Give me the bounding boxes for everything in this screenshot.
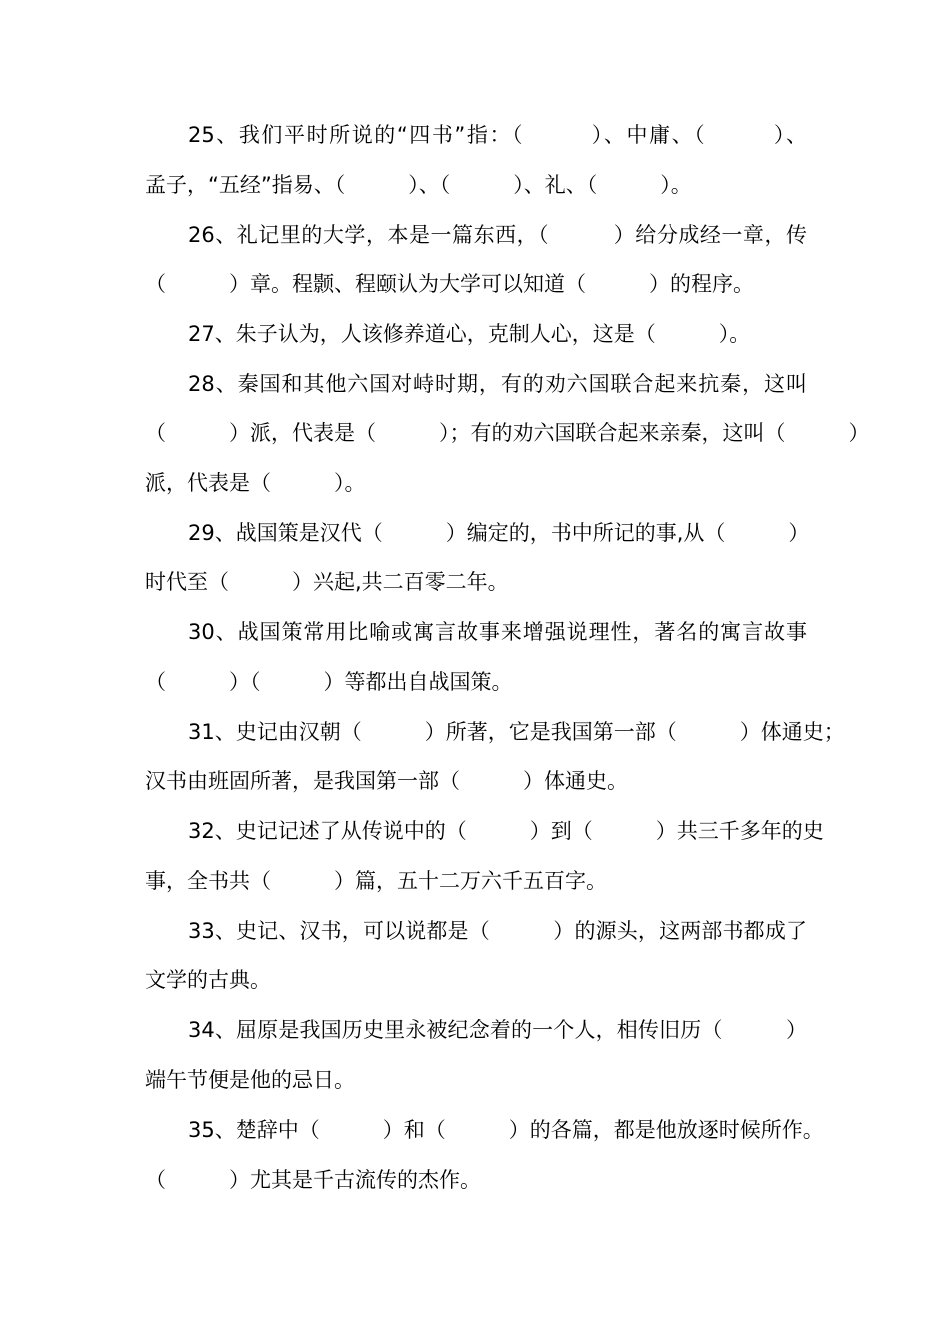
question-line: （ ）尤其是千古流传的杰作。 [145, 1168, 481, 1192]
question-line: 28、秦国和其他六国对峙时期，有的劝六国联合起来抗秦，这叫 [188, 372, 807, 396]
question-line: 端午节便是他的忌日。 [145, 1068, 355, 1092]
question-line: 34、屈原是我国历史里永被纪念着的一个人，相传旧历（ ） [188, 1018, 807, 1042]
question-line: 35、楚辞中（ ）和（ ）的各篇，都是他放逐时候所作。 [188, 1118, 824, 1142]
question-line: 25、我们平时所说的“四书”指：（ ）、中庸、（ ）、 [188, 123, 807, 147]
question-line: 派，代表是（ ）。 [145, 471, 366, 495]
question-line: （ ）派，代表是（ ）；有的劝六国联合起来亲秦，这叫（ ） [145, 421, 870, 445]
question-line: 29、战国策是汉代（ ）编定的，书中所记的事,从（ ） [188, 521, 810, 545]
question-line: 事，全书共（ ）篇，五十二万六千五百字。 [145, 869, 607, 893]
question-line: （ ）（ ）等都出自战国策。 [145, 670, 513, 694]
question-line: 33、史记、汉书，可以说都是（ ）的源头，这两部书都成了 [188, 919, 807, 943]
question-line: 文学的古典。 [145, 968, 271, 992]
question-line: 孟子，“五经”指易、（ ）、（ ）、礼、（ ）。 [145, 173, 692, 197]
question-line: 31、史记由汉朝（ ）所著，它是我国第一部（ ）体通史； [188, 720, 845, 744]
question-line: 汉书由班固所著，是我国第一部（ ）体通史。 [145, 769, 628, 793]
question-line: 30、战国策常用比喻或寓言故事来增强说理性，著名的寓言故事 [188, 620, 807, 644]
question-line: 27、朱子认为，人该修养道心，克制人心，这是（ ）。 [188, 322, 751, 346]
question-line: 32、史记记述了从传说中的（ ）到（ ）共三千多年的史 [188, 819, 824, 843]
question-line: 26、礼记里的大学，本是一篇东西，（ ）给分成经一章，传 [188, 223, 807, 247]
question-line: （ ）章。程颢、程颐认为大学可以知道（ ）的程序。 [145, 272, 754, 296]
question-line: 时代至（ ）兴起,共二百零二年。 [145, 570, 509, 594]
